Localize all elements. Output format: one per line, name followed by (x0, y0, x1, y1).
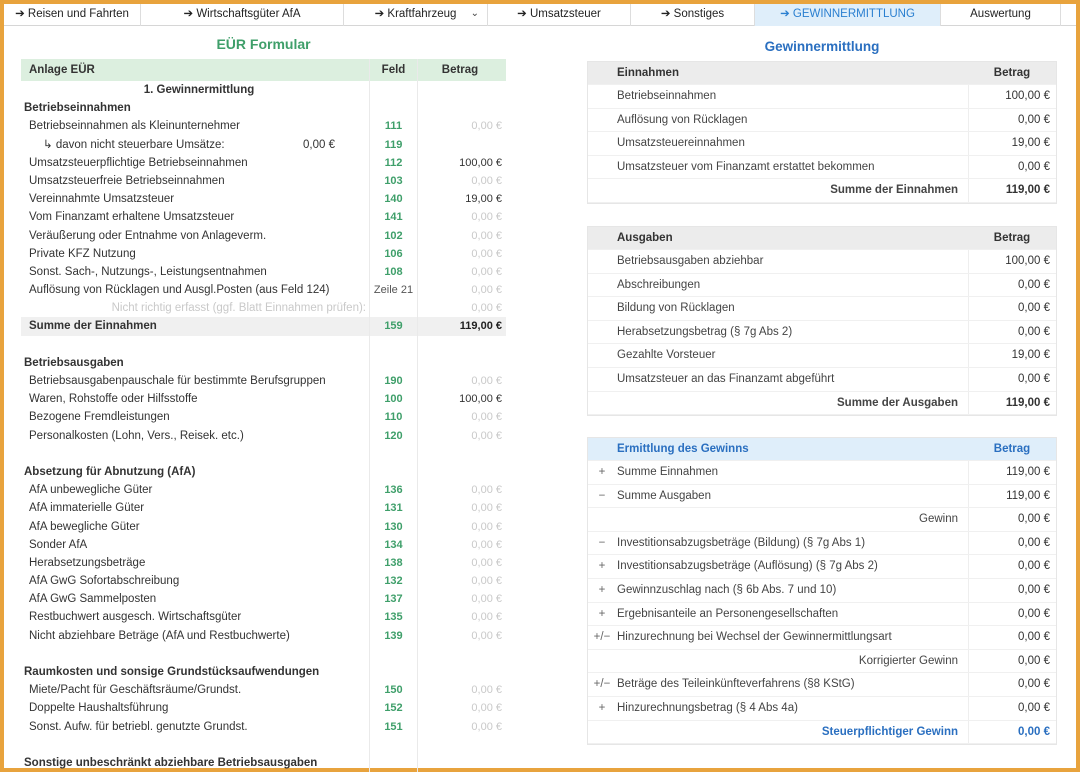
amount-cell: Betrag (993, 443, 1031, 455)
operator-symbol: +/− (593, 678, 611, 691)
amount-cell: 19,00 € (968, 344, 1056, 367)
row-label: Herabsetzungsbetrag (§ 7g Abs 2) (617, 325, 793, 338)
field-number: 134 (369, 536, 417, 554)
field-number: 152 (369, 699, 417, 717)
row-label: Investitionsabzugsbeträge (Bildung) (§ 7g Abs 1) (617, 536, 866, 549)
field-number: 102 (369, 227, 417, 245)
tab-label: ➔ Reisen und Fahrten (15, 8, 129, 20)
tab-auswertung[interactable] (941, 4, 1061, 26)
ausgaben-panel (587, 226, 1057, 416)
amount-cell: 119,00 € (417, 317, 506, 335)
operator-symbol: + (598, 560, 606, 573)
row-label: Private KFZ Nutzung (29, 247, 136, 260)
form-row (21, 427, 506, 445)
field-number: 140 (369, 190, 417, 208)
tab-kraftfahrzeug[interactable] (344, 4, 488, 26)
operator-symbol (588, 85, 616, 108)
field-number (369, 354, 417, 372)
form-row (21, 299, 506, 317)
amount-cell: 0,00 € (968, 673, 1056, 696)
row-label: Bezogene Fremdleistungen (29, 411, 170, 424)
amount-cell: 19,00 € (417, 190, 506, 208)
panel-row (588, 109, 1056, 133)
tab-label: ➔ Umsatzsteuer (517, 8, 601, 20)
amount-cell: 0,00 € (417, 281, 506, 299)
operator-symbol (588, 392, 616, 415)
amount-cell: 0,00 € (968, 579, 1056, 602)
eur-form-table (21, 59, 506, 772)
amount-cell: 119,00 € (968, 461, 1056, 484)
row-label: Waren, Rohstoffe oder Hilfsstoffe (29, 393, 198, 406)
panel-row (588, 673, 1056, 697)
form-row (21, 263, 506, 281)
operator-symbol (588, 438, 616, 460)
operator-symbol (588, 650, 616, 673)
form-row (21, 536, 506, 554)
operator-symbol (588, 250, 616, 273)
row-label: Vereinnahmte Umsatzsteuer (29, 193, 175, 206)
row-label: Ergebnisanteile an Personengesellschaften (617, 607, 839, 620)
amount-cell: 0,00 € (417, 117, 506, 135)
field-number: 110 (369, 408, 417, 426)
amount-cell: 0,00 € (417, 227, 506, 245)
row-label: 1. Gewinnermittlung (143, 84, 255, 96)
field-number (369, 463, 417, 481)
row-label: Hinzurechnungsbetrag (§ 4 Abs 4a) (617, 701, 798, 714)
amount-cell: 0,00 € (417, 372, 506, 390)
row-label: Ausgaben (617, 232, 673, 244)
row-label: Umsatzsteuerfreie Betriebseinnahmen (29, 174, 225, 187)
form-row (21, 736, 506, 754)
row-label: Sonder AfA (29, 538, 88, 551)
tab-wirtschaftsgueter-afa[interactable] (141, 4, 344, 26)
amount-cell: 119,00 € (968, 179, 1056, 202)
operator-symbol (588, 508, 616, 531)
form-title: EÜR Formular (216, 36, 311, 52)
amount-cell (417, 754, 506, 772)
panel-row (588, 250, 1056, 274)
sum-row (21, 317, 506, 335)
row-label: Einnahmen (617, 67, 679, 79)
row-label: Summe der Einnahmen (29, 320, 157, 333)
operator-symbol (588, 721, 616, 744)
row-label (21, 445, 369, 463)
panel-header (588, 227, 1056, 250)
operator-symbol (588, 344, 616, 367)
field-number: 111 (369, 117, 417, 135)
field-number: Zeile 21 (369, 281, 417, 299)
amount-cell: 0,00 € (968, 321, 1056, 344)
row-label: Betriebseinnahmen (617, 90, 717, 102)
operator-symbol: − (598, 536, 606, 549)
amount-cell (417, 336, 506, 354)
form-row (21, 172, 506, 190)
field-number: 108 (369, 263, 417, 281)
row-label: Veräußerung oder Entnahme von Anlageverm. (29, 229, 267, 242)
operator-symbol (588, 62, 616, 84)
amount-cell: 0,00 € (417, 172, 506, 190)
row-label: Umsatzsteuer an das Finanzamt abgeführt (617, 372, 835, 385)
amount-cell: 0,00 € (417, 699, 506, 717)
row-label: Gewinnzuschlag nach (§ 6b Abs. 7 und 10) (617, 583, 837, 596)
row-label: Gewinn (919, 513, 958, 526)
amount-cell: 19,00 € (968, 132, 1056, 155)
form-row (21, 645, 506, 663)
amount-cell: 0,00 € (417, 427, 506, 445)
row-label: Betriebsausgaben abziehbar (617, 255, 764, 267)
row-label: AfA GwG Sammelposten (29, 593, 157, 606)
row-label: Betriebsausgabenpauschale für bestimmte Berufsgruppen (29, 375, 326, 387)
gewinnermittlung-title: Gewinnermittlung (764, 39, 880, 54)
panel-row (588, 85, 1056, 109)
amount-cell: 0,00 € (417, 536, 506, 554)
form-row (21, 336, 506, 354)
form-row (21, 154, 506, 172)
total-row (588, 721, 1056, 745)
form-row (21, 608, 506, 626)
amount-cell (417, 663, 506, 681)
sub-value[interactable]: 0,00 € (303, 138, 335, 151)
amount-cell: 0,00 € (968, 721, 1056, 744)
row-label: Nicht richtig erfasst (ggf. Blatt Einnahmen prüfen): (111, 302, 366, 315)
form-row (21, 445, 506, 463)
field-number (369, 81, 417, 99)
row-label: Personalkosten (Lohn, Vers., Reisek. etc.) (29, 429, 244, 442)
amount-cell: 0,00 € (417, 572, 506, 590)
field-number: 190 (369, 372, 417, 390)
operator-symbol (588, 297, 616, 320)
row-label: Summe der Ausgaben (837, 396, 958, 409)
field-number (369, 299, 417, 317)
amount-cell: 0,00 € (968, 156, 1056, 179)
header-anlage: Anlage EÜR (29, 64, 95, 76)
operator-symbol (588, 227, 616, 249)
amount-cell: 0,00 € (968, 508, 1056, 531)
panel-row (588, 461, 1056, 485)
form-row (21, 245, 506, 263)
row-label: Gezahlte Vorsteuer (617, 349, 716, 362)
field-number: 150 (369, 681, 417, 699)
row-label: ↳ davon nicht steuerbare Umsätze: 0,00 € (21, 136, 369, 154)
header-feld: Feld (369, 59, 417, 81)
tab-label: ➔ GEWINNERMITTLUNG (780, 8, 915, 20)
panel-row (588, 321, 1056, 345)
row-label (21, 736, 369, 754)
amount-cell: 0,00 € (417, 554, 506, 572)
form-row (21, 190, 506, 208)
form-row (21, 136, 506, 154)
amount-cell (417, 463, 506, 481)
form-row (21, 572, 506, 590)
operator-symbol (588, 109, 616, 132)
row-label: Ermittlung des Gewinns (617, 443, 749, 455)
field-number (369, 645, 417, 663)
form-row (21, 117, 506, 135)
form-row (21, 281, 506, 299)
row-label: Absetzung für Abnutzung (AfA) (24, 465, 196, 478)
amount-cell: 0,00 € (417, 208, 506, 226)
tab-gewinnermittlung[interactable] (755, 4, 941, 26)
row-label: Investitionsabzugsbeträge (Auflösung) (§ 7g Abs 2) (617, 560, 878, 573)
row-label: Auflösung von Rücklagen (617, 113, 748, 126)
row-label: Abschreibungen (617, 278, 701, 291)
amount-cell: 0,00 € (968, 555, 1056, 578)
field-number: 159 (369, 317, 417, 335)
amount-cell: 0,00 € (968, 603, 1056, 626)
panel-header (588, 438, 1056, 461)
row-label: Nicht abziehbare Beträge (AfA und Restbuchwerte) (29, 629, 290, 642)
field-number: 120 (369, 427, 417, 445)
field-number: 131 (369, 499, 417, 517)
amount-cell: Betrag (993, 232, 1031, 244)
amount-cell: 0,00 € (417, 590, 506, 608)
amount-cell: 119,00 € (968, 392, 1056, 415)
amount-cell: 0,00 € (417, 627, 506, 645)
form-row (21, 518, 506, 536)
form-row (21, 554, 506, 572)
operator-symbol (588, 179, 616, 202)
row-label: Sonstige unbeschränkt abziehbare Betriebsausgaben (24, 756, 318, 769)
row-label: Miete/Pacht für Geschäftsräume/Grundst. (29, 684, 242, 697)
row-label: AfA unbewegliche Güter (29, 484, 153, 497)
field-number: 151 (369, 718, 417, 736)
operator-symbol: +/− (593, 631, 611, 644)
row-label: Raumkosten und sonsige Grundstücksaufwendungen (24, 666, 320, 678)
amount-cell: 0,00 € (968, 697, 1056, 720)
amount-cell (417, 445, 506, 463)
row-label: AfA GwG Sofortabschreibung (29, 575, 180, 588)
panel-row (588, 555, 1056, 579)
row-label: Betriebseinnahmen (24, 102, 131, 115)
form-row (21, 718, 506, 736)
tab-label: ➔ Wirtschaftsgüter AfA (183, 8, 301, 20)
form-row (21, 590, 506, 608)
field-number: 136 (369, 481, 417, 499)
row-label: Doppelte Haushaltsführung (29, 702, 169, 715)
field-number (369, 99, 417, 117)
field-number (369, 663, 417, 681)
field-number: 130 (369, 518, 417, 536)
amount-cell: 0,00 € (417, 299, 506, 317)
field-number: 139 (369, 627, 417, 645)
tab-sonstiges[interactable] (631, 4, 755, 26)
panel-row (588, 697, 1056, 721)
amount-cell: 100,00 € (968, 250, 1056, 273)
panel-row (588, 132, 1056, 156)
operator-symbol: − (598, 489, 606, 502)
field-number (369, 336, 417, 354)
amount-cell: 100,00 € (417, 154, 506, 172)
row-label: Umsatzsteuereinnahmen (617, 137, 745, 150)
tab-label: ➔ Kraftfahrzeug (374, 8, 457, 20)
total-row (588, 508, 1056, 532)
section-heading (21, 754, 506, 772)
amount-cell: 0,00 € (968, 368, 1056, 391)
amount-cell (417, 354, 506, 372)
row-label: Umsatzsteuerpflichtige Betriebseinnahmen (29, 156, 248, 169)
amount-cell: 0,00 € (968, 297, 1056, 320)
total-row (588, 650, 1056, 674)
row-label: Sonst. Aufw. für betriebl. genutzte Grundst. (29, 720, 248, 733)
section-heading (21, 463, 506, 481)
form-row (21, 408, 506, 426)
amount-cell (417, 645, 506, 663)
form-row (21, 390, 506, 408)
total-row (588, 392, 1056, 416)
amount-cell: 0,00 € (417, 408, 506, 426)
field-number: 103 (369, 172, 417, 190)
header-betrag: Betrag (417, 59, 506, 81)
tab-reisen-und-fahrten[interactable] (4, 4, 141, 26)
form-row (21, 227, 506, 245)
form-row (21, 699, 506, 717)
form-row (21, 372, 506, 390)
row-label: AfA immaterielle Güter (29, 502, 145, 515)
amount-cell: Betrag (993, 67, 1031, 79)
field-number: 135 (369, 608, 417, 626)
amount-cell: 0,00 € (968, 650, 1056, 673)
operator-symbol (588, 368, 616, 391)
gewinn-panel (587, 437, 1057, 745)
field-number: 137 (369, 590, 417, 608)
row-label: Umsatzsteuer vom Finanzamt erstattet bekommen (617, 160, 875, 173)
panel-row (588, 344, 1056, 368)
amount-cell (417, 99, 506, 117)
amount-cell: 100,00 € (417, 390, 506, 408)
field-number (369, 754, 417, 772)
total-row (588, 179, 1056, 203)
amount-cell: 100,00 € (968, 85, 1056, 108)
tab-label: ➔ Sonstiges (660, 8, 725, 20)
form-row (21, 627, 506, 645)
row-label: Korrigierter Gewinn (858, 654, 958, 667)
form-row (21, 481, 506, 499)
operator-symbol (588, 156, 616, 179)
operator-symbol: + (598, 583, 606, 596)
field-number: 100 (369, 390, 417, 408)
field-number (369, 445, 417, 463)
amount-cell: 0,00 € (417, 499, 506, 517)
form-header-row (21, 59, 506, 81)
form-row (21, 81, 506, 99)
operator-symbol (588, 274, 616, 297)
amount-cell: 0,00 € (417, 718, 506, 736)
amount-cell (417, 136, 506, 154)
amount-cell: 0,00 € (417, 681, 506, 699)
field-number: 132 (369, 572, 417, 590)
row-label: Summe Ausgaben (617, 489, 711, 502)
field-number: 106 (369, 245, 417, 263)
panel-row (588, 297, 1056, 321)
row-label (21, 645, 369, 663)
einnahmen-panel (587, 61, 1057, 204)
form-row (21, 208, 506, 226)
row-label: Steuerpflichtiger Gewinn (821, 725, 958, 738)
panel-row (588, 485, 1056, 509)
row-label: Hinzurechnung bei Wechsel der Gewinnermittlungsart (617, 631, 892, 644)
amount-cell: 0,00 € (417, 481, 506, 499)
panel-header (588, 62, 1056, 85)
panel-row (588, 579, 1056, 603)
amount-cell: 0,00 € (417, 608, 506, 626)
operator-symbol: + (598, 466, 606, 478)
amount-cell: 0,00 € (417, 245, 506, 263)
row-label: Bildung von Rücklagen (617, 302, 735, 315)
row-label: Vom Finanzamt erhaltene Umsatzsteuer (29, 211, 235, 224)
tab-label: Auswertung (970, 8, 1031, 20)
row-label: Herabsetzungsbeträge (29, 556, 146, 569)
section-heading (21, 99, 506, 117)
section-heading (21, 663, 506, 681)
amount-cell: 0,00 € (417, 263, 506, 281)
amount-cell: 0,00 € (417, 518, 506, 536)
amount-cell (417, 736, 506, 754)
section-heading (21, 354, 506, 372)
panel-row (588, 603, 1056, 627)
form-row (21, 499, 506, 517)
row-label: Auflösung von Rücklagen und Ausgl.Posten (aus Feld 124) (29, 284, 330, 297)
operator-symbol: + (598, 701, 606, 714)
panel-row (588, 532, 1056, 556)
amount-cell: 119,00 € (968, 485, 1056, 508)
row-label: AfA bewegliche Güter (29, 520, 140, 533)
panel-row (588, 274, 1056, 298)
row-label: Betriebseinnahmen als Kleinunternehmer (29, 120, 240, 133)
row-label: Restbuchwert ausgesch. Wirtschaftsgüter (29, 611, 242, 624)
tab-bar (4, 4, 1076, 26)
form-row (21, 681, 506, 699)
amount-cell (417, 81, 506, 99)
chevron-down-icon[interactable]: ⌄ (470, 8, 479, 19)
row-label (21, 336, 369, 354)
operator-symbol: + (598, 607, 606, 620)
field-number (369, 736, 417, 754)
amount-cell: 0,00 € (968, 532, 1056, 555)
field-number: 112 (369, 154, 417, 172)
field-number: 141 (369, 208, 417, 226)
operator-symbol (588, 132, 616, 155)
row-label: Sonst. Sach-, Nutzungs-, Leistungsentnahmen (29, 265, 267, 278)
row-label: Betriebsausgaben (24, 356, 124, 369)
field-number: 138 (369, 554, 417, 572)
panel-row (588, 626, 1056, 650)
amount-cell: 0,00 € (968, 109, 1056, 132)
operator-symbol (588, 321, 616, 344)
panel-row (588, 156, 1056, 180)
row-label: Summe der Einnahmen (830, 184, 958, 197)
panel-row (588, 368, 1056, 392)
amount-cell: 0,00 € (968, 626, 1056, 649)
row-label: Beträge des Teileinkünfteverfahrens (§8 KStG) (617, 678, 855, 691)
row-label: Summe Einnahmen (617, 466, 718, 478)
field-number: 119 (369, 136, 417, 154)
tab-umsatzsteuer[interactable] (488, 4, 631, 26)
amount-cell: 0,00 € (968, 274, 1056, 297)
